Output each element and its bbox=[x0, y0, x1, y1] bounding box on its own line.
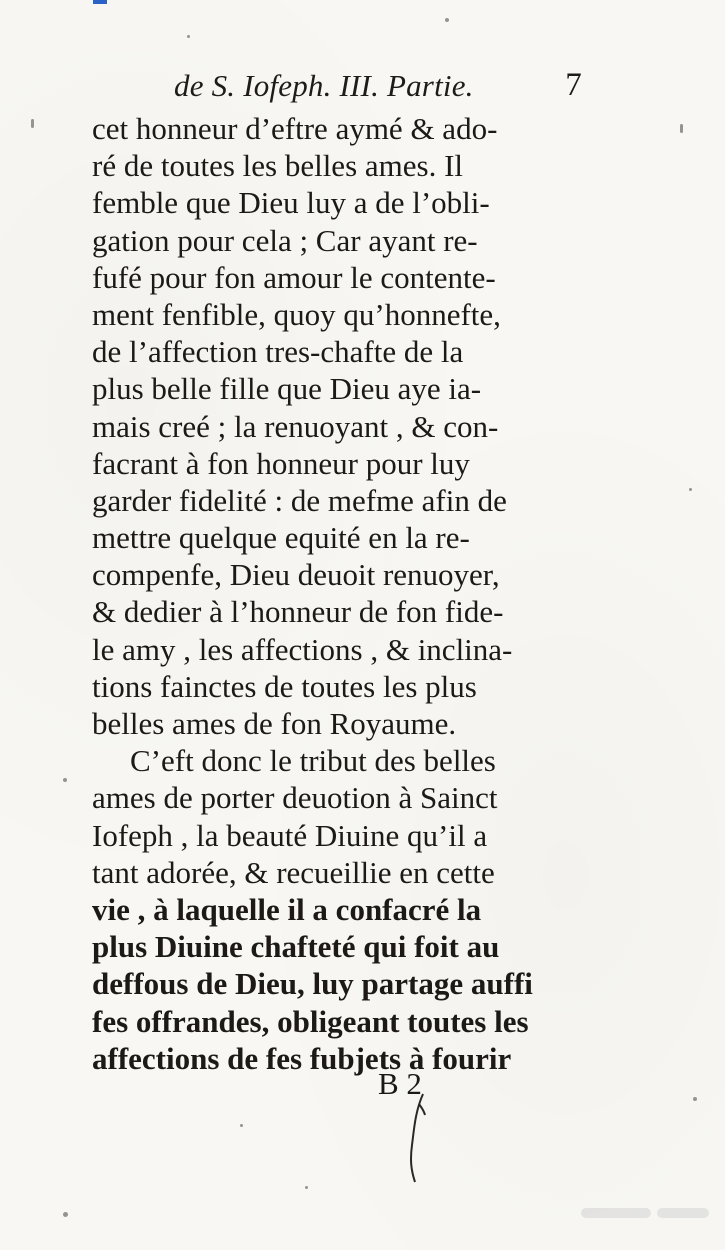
text-line: facrant à fon honneur pour luy bbox=[92, 445, 470, 481]
text-line: tions fainctes de toutes les plus bbox=[92, 668, 477, 704]
ink-speck bbox=[31, 119, 34, 128]
text-line: gation pour cela ; Car ayant re- bbox=[92, 222, 478, 258]
text-line: vie , à laquelle il a confacré la bbox=[92, 891, 482, 927]
text-line: compenfe, Dieu deuoit renuoyer, bbox=[92, 557, 500, 593]
text-line: ment fenfible, quoy qu’honnefte, bbox=[92, 296, 501, 332]
text-line: tant adorée, & recueillie en cette bbox=[92, 854, 495, 890]
ink-speck bbox=[305, 1186, 308, 1189]
ink-speck bbox=[680, 124, 683, 133]
text-line: mettre quelque equité en la re- bbox=[92, 520, 470, 556]
ink-speck bbox=[187, 35, 190, 38]
text-line: plus Diuine chafteté qui foit au bbox=[92, 929, 500, 965]
header-title: de S. Iofeph. III. Partie. bbox=[174, 68, 474, 103]
page-number: 7 bbox=[565, 67, 582, 103]
text-line: fes offrandes, obligeant toutes les bbox=[92, 1003, 529, 1039]
text-line: ames de porter deuotion à Sainct bbox=[92, 780, 498, 816]
text-line: de l’affection tres-chafte de la bbox=[92, 334, 464, 370]
text-line: cet honneur d’eftre aymé & ado- bbox=[92, 111, 498, 146]
text-line: le amy , les affections , & inclina- bbox=[92, 631, 513, 667]
text-line: plus belle fille que Dieu aye ia- bbox=[92, 371, 482, 407]
text-line: belles ames de fon Royaume. bbox=[92, 706, 457, 741]
signature-mark: B 2 bbox=[378, 1066, 422, 1101]
text-line: deffous de Dieu, luy partage auffi bbox=[92, 966, 533, 1002]
ink-speck bbox=[689, 488, 692, 491]
ink-speck bbox=[693, 1097, 697, 1101]
running-header bbox=[174, 68, 586, 110]
text-line: Iofeph , la beauté Diuine qu’il a bbox=[92, 817, 488, 853]
ink-speck bbox=[63, 1212, 68, 1217]
ink-speck bbox=[240, 1124, 243, 1127]
text-line: ré de toutes les belles ames. Il bbox=[92, 148, 464, 184]
text-line: mais creé ; la renuoyant , & con- bbox=[92, 408, 499, 444]
text-line: affections de fes fubjets à fourir bbox=[92, 1040, 512, 1076]
main-text-block bbox=[92, 110, 592, 1077]
blue-top-mark bbox=[93, 0, 107, 4]
ink-speck bbox=[63, 778, 67, 782]
ink-speck bbox=[445, 18, 449, 22]
text-line: garder fidelité : de mefme afin de bbox=[92, 482, 507, 518]
ink-stroke-icon bbox=[400, 1090, 430, 1190]
paragraph-first-line: C’eft donc le tribut des belles bbox=[130, 743, 496, 779]
text-line: fufé pour fon amour le contente- bbox=[92, 259, 496, 295]
text-line: & dedier à l’honneur de fon fide- bbox=[92, 594, 504, 630]
text-line: femble que Dieu luy a de l’obli- bbox=[92, 185, 490, 221]
